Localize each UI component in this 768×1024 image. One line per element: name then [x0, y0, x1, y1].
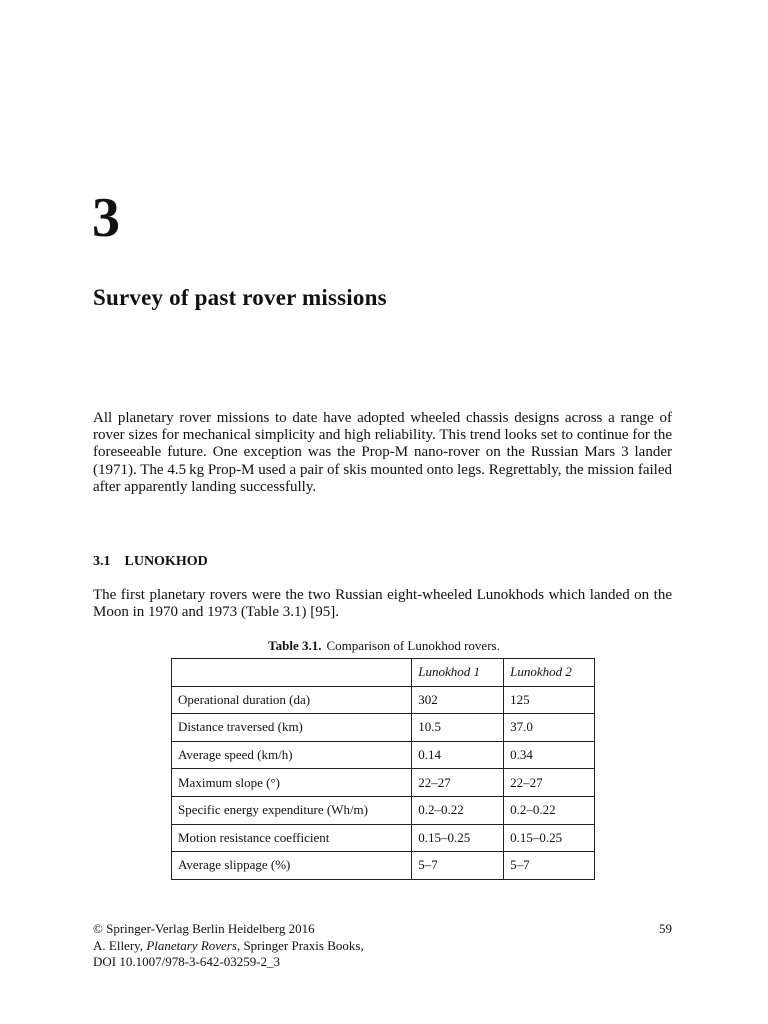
table-cell: 0.2–0.22 — [412, 796, 504, 824]
page-number: 59 — [659, 921, 672, 936]
table-cell: 22–27 — [412, 769, 504, 797]
table-header-cell: Lunokhod 1 — [412, 659, 504, 687]
intro-paragraph: All planetary rover missions to date have adopted wheeled chassis designs across a range of rover sizes for mechanical simplicity and high reliability. This trend looks set to continue for the foreseeable future. One exception was the Prop-M nano-rover on the Russian Mars 3 lander (1971). The 4.5 kg Prop-M used a pair of skis mounted onto legs. Regrettably, the mission failed after apparently landing successfully. — [93, 410, 672, 495]
footer-citation — [93, 938, 364, 955]
table-cell: 5–7 — [504, 852, 595, 880]
table-row — [172, 769, 595, 797]
table-row — [172, 741, 595, 769]
table-cell: 0.15–0.25 — [412, 824, 504, 852]
table-cell: 125 — [504, 686, 595, 714]
section-heading — [93, 554, 208, 570]
table-caption-label: Table 3.1. — [268, 638, 322, 653]
table-cell: Average slippage (%) — [172, 852, 412, 880]
table-cell: Maximum slope (°) — [172, 769, 412, 797]
section-title: LUNOKHOD — [124, 554, 208, 569]
footer-book-title: Planetary Rovers — [146, 937, 237, 953]
table-row — [172, 824, 595, 852]
table-cell: 0.14 — [412, 741, 504, 769]
table-cell: 5–7 — [412, 852, 504, 880]
footer — [93, 921, 364, 971]
table-caption — [0, 638, 768, 654]
table-cell: Distance traversed (km) — [172, 714, 412, 742]
footer-author: A. Ellery, — [93, 937, 147, 953]
section-paragraph: The first planetary rovers were the two Russian eight-wheeled Lunokhods which landed on the Moon in 1970 and 1973 (Table 3.1) [95]. — [93, 587, 672, 621]
section-number: 3.1 — [93, 554, 111, 569]
chapter-number: 3 — [92, 187, 120, 249]
table-caption-text: Comparison of Lunokhod rovers. — [326, 638, 500, 653]
table-cell: 0.15–0.25 — [504, 824, 595, 852]
table-header-cell: Lunokhod 2 — [504, 659, 595, 687]
table-header-row — [172, 659, 595, 687]
footer-copyright: © Springer-Verlag Berlin Heidelberg 2016 — [93, 921, 315, 936]
table-row — [172, 852, 595, 880]
table-row — [172, 686, 595, 714]
table-cell: 0.34 — [504, 741, 595, 769]
table-cell: 22–27 — [504, 769, 595, 797]
table-row — [172, 714, 595, 742]
table-cell: 302 — [412, 686, 504, 714]
table-cell: Operational duration (da) — [172, 686, 412, 714]
table-cell: 10.5 — [412, 714, 504, 742]
footer-publisher: , Springer Praxis Books, — [236, 937, 364, 953]
table-cell: 0.2–0.22 — [504, 796, 595, 824]
table-row — [172, 796, 595, 824]
table-cell: Average speed (km/h) — [172, 741, 412, 769]
table-header-cell — [172, 659, 412, 687]
footer-doi: DOI 10.1007/978-3-642-03259-2_3 — [93, 954, 281, 969]
comparison-table — [171, 658, 595, 880]
table-cell: 37.0 — [504, 714, 595, 742]
chapter-title: Survey of past rover missions — [93, 285, 387, 310]
table-cell: Motion resistance coefficient — [172, 824, 412, 852]
table-cell: Specific energy expenditure (Wh/m) — [172, 796, 412, 824]
